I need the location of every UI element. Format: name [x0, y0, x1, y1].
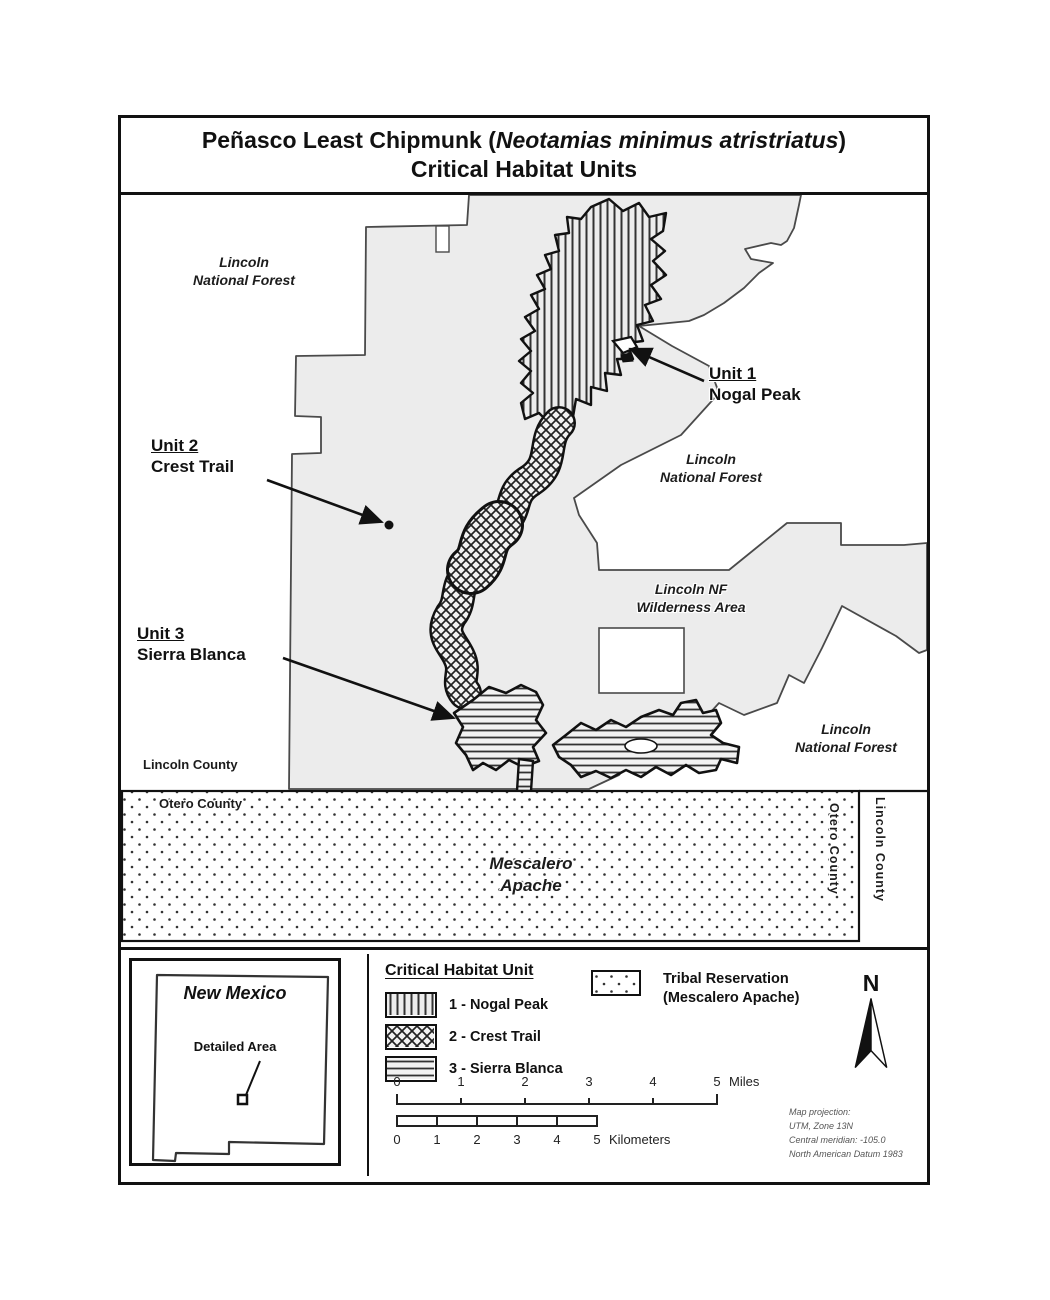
map-title-box: [121, 118, 927, 195]
otero-county-vertical-label: Otero County: [827, 803, 841, 895]
km-tick-1: 1: [433, 1132, 441, 1147]
km-tick-3: 3: [513, 1132, 521, 1147]
forest-label-bottomright: Lincoln National Forest: [795, 721, 897, 756]
unit2-callout-label: Unit 2 Crest Trail: [151, 436, 235, 477]
panel-divider: [367, 954, 369, 1176]
north-label: N: [862, 970, 880, 996]
mescalero-apache-label: Mescalero Apache: [489, 854, 573, 896]
map-geometry-svg: [121, 195, 927, 947]
map-sheet-frame: [118, 115, 930, 1185]
otero-county-label: Otero County: [159, 796, 243, 811]
kilometers-unit-label: Kilometers: [609, 1132, 671, 1147]
km-tick-5: 5: [593, 1132, 601, 1147]
legend-item-crest-trail: 2 - Crest Trail: [385, 1024, 541, 1050]
unit1-callout-label: Unit 1 Nogal Peak: [709, 364, 801, 405]
forest-label-midright: Lincoln National Forest: [660, 451, 762, 486]
legend-panel: [121, 950, 927, 1182]
projection-note: Map projection: UTM, Zone 13N Central meridian: -105.0 North American Datum 1983: [789, 1107, 903, 1159]
unit2-outlier-spot: [385, 521, 394, 530]
miles-unit-label: Miles: [729, 1074, 760, 1089]
north-indicator: [845, 970, 897, 1080]
detail-area-label: Detailed Area: [193, 1039, 277, 1054]
scale-bars: [389, 1074, 819, 1170]
forest-inholding-rect: [599, 628, 684, 693]
legend-item-tribal-reservation: [591, 970, 799, 1008]
forest-inholding-notch: [436, 226, 449, 252]
unit3-interior-hole: [625, 739, 657, 753]
unit3-callout-label: Unit 3 Sierra Blanca: [137, 624, 246, 665]
lincoln-county-vertical-label: Lincoln County: [873, 797, 887, 902]
unit1-fragment-b: [621, 353, 633, 362]
lincoln-county-label: Lincoln County: [143, 757, 238, 772]
north-arrow-icon: [849, 997, 893, 1075]
miles-tick-2: 2: [521, 1074, 529, 1089]
vertical-lines-swatch: [385, 992, 437, 1018]
km-tick-4: 4: [553, 1132, 561, 1147]
map-title-line2: Critical Habitat Units: [410, 156, 638, 182]
map-title-line1: [202, 126, 846, 155]
inset-state-name: New Mexico: [183, 983, 287, 1003]
main-map: [121, 195, 927, 950]
miles-tick-4: 4: [649, 1074, 657, 1089]
legend-title: Critical Habitat Unit: [385, 962, 534, 979]
km-tick-0: 0: [393, 1132, 401, 1147]
legend-item-sierra-blanca: 3 - Sierra Blanca: [385, 1056, 563, 1082]
title-prefix: Peñasco Least Chipmunk (: [201, 127, 496, 154]
legend-item-nogal-peak: 1 - Nogal Peak: [385, 992, 548, 1018]
unit3-tendril: [517, 759, 533, 791]
dots-swatch: [591, 970, 641, 996]
miles-tick-3: 3: [585, 1074, 593, 1089]
title-suffix: ): [838, 127, 847, 154]
unit2-lobe-area: [471, 525, 499, 570]
new-mexico-inset: [129, 958, 341, 1166]
miles-tick-0: 0: [393, 1074, 401, 1089]
miles-tick-5: 5: [713, 1074, 721, 1089]
miles-tick-1: 1: [457, 1074, 465, 1089]
detail-area-marker: [238, 1095, 247, 1104]
wilderness-area-label: Lincoln NF Wilderness Area: [636, 581, 746, 616]
crosshatch-swatch: [385, 1024, 437, 1050]
tribal-reservation-label: Tribal Reservation (Mescalero Apache): [663, 971, 800, 1006]
km-tick-2: 2: [473, 1132, 481, 1147]
forest-label-topleft: Lincoln National Forest: [193, 254, 295, 289]
title-species-name: Neotamias minimus atristriatus: [495, 127, 839, 154]
